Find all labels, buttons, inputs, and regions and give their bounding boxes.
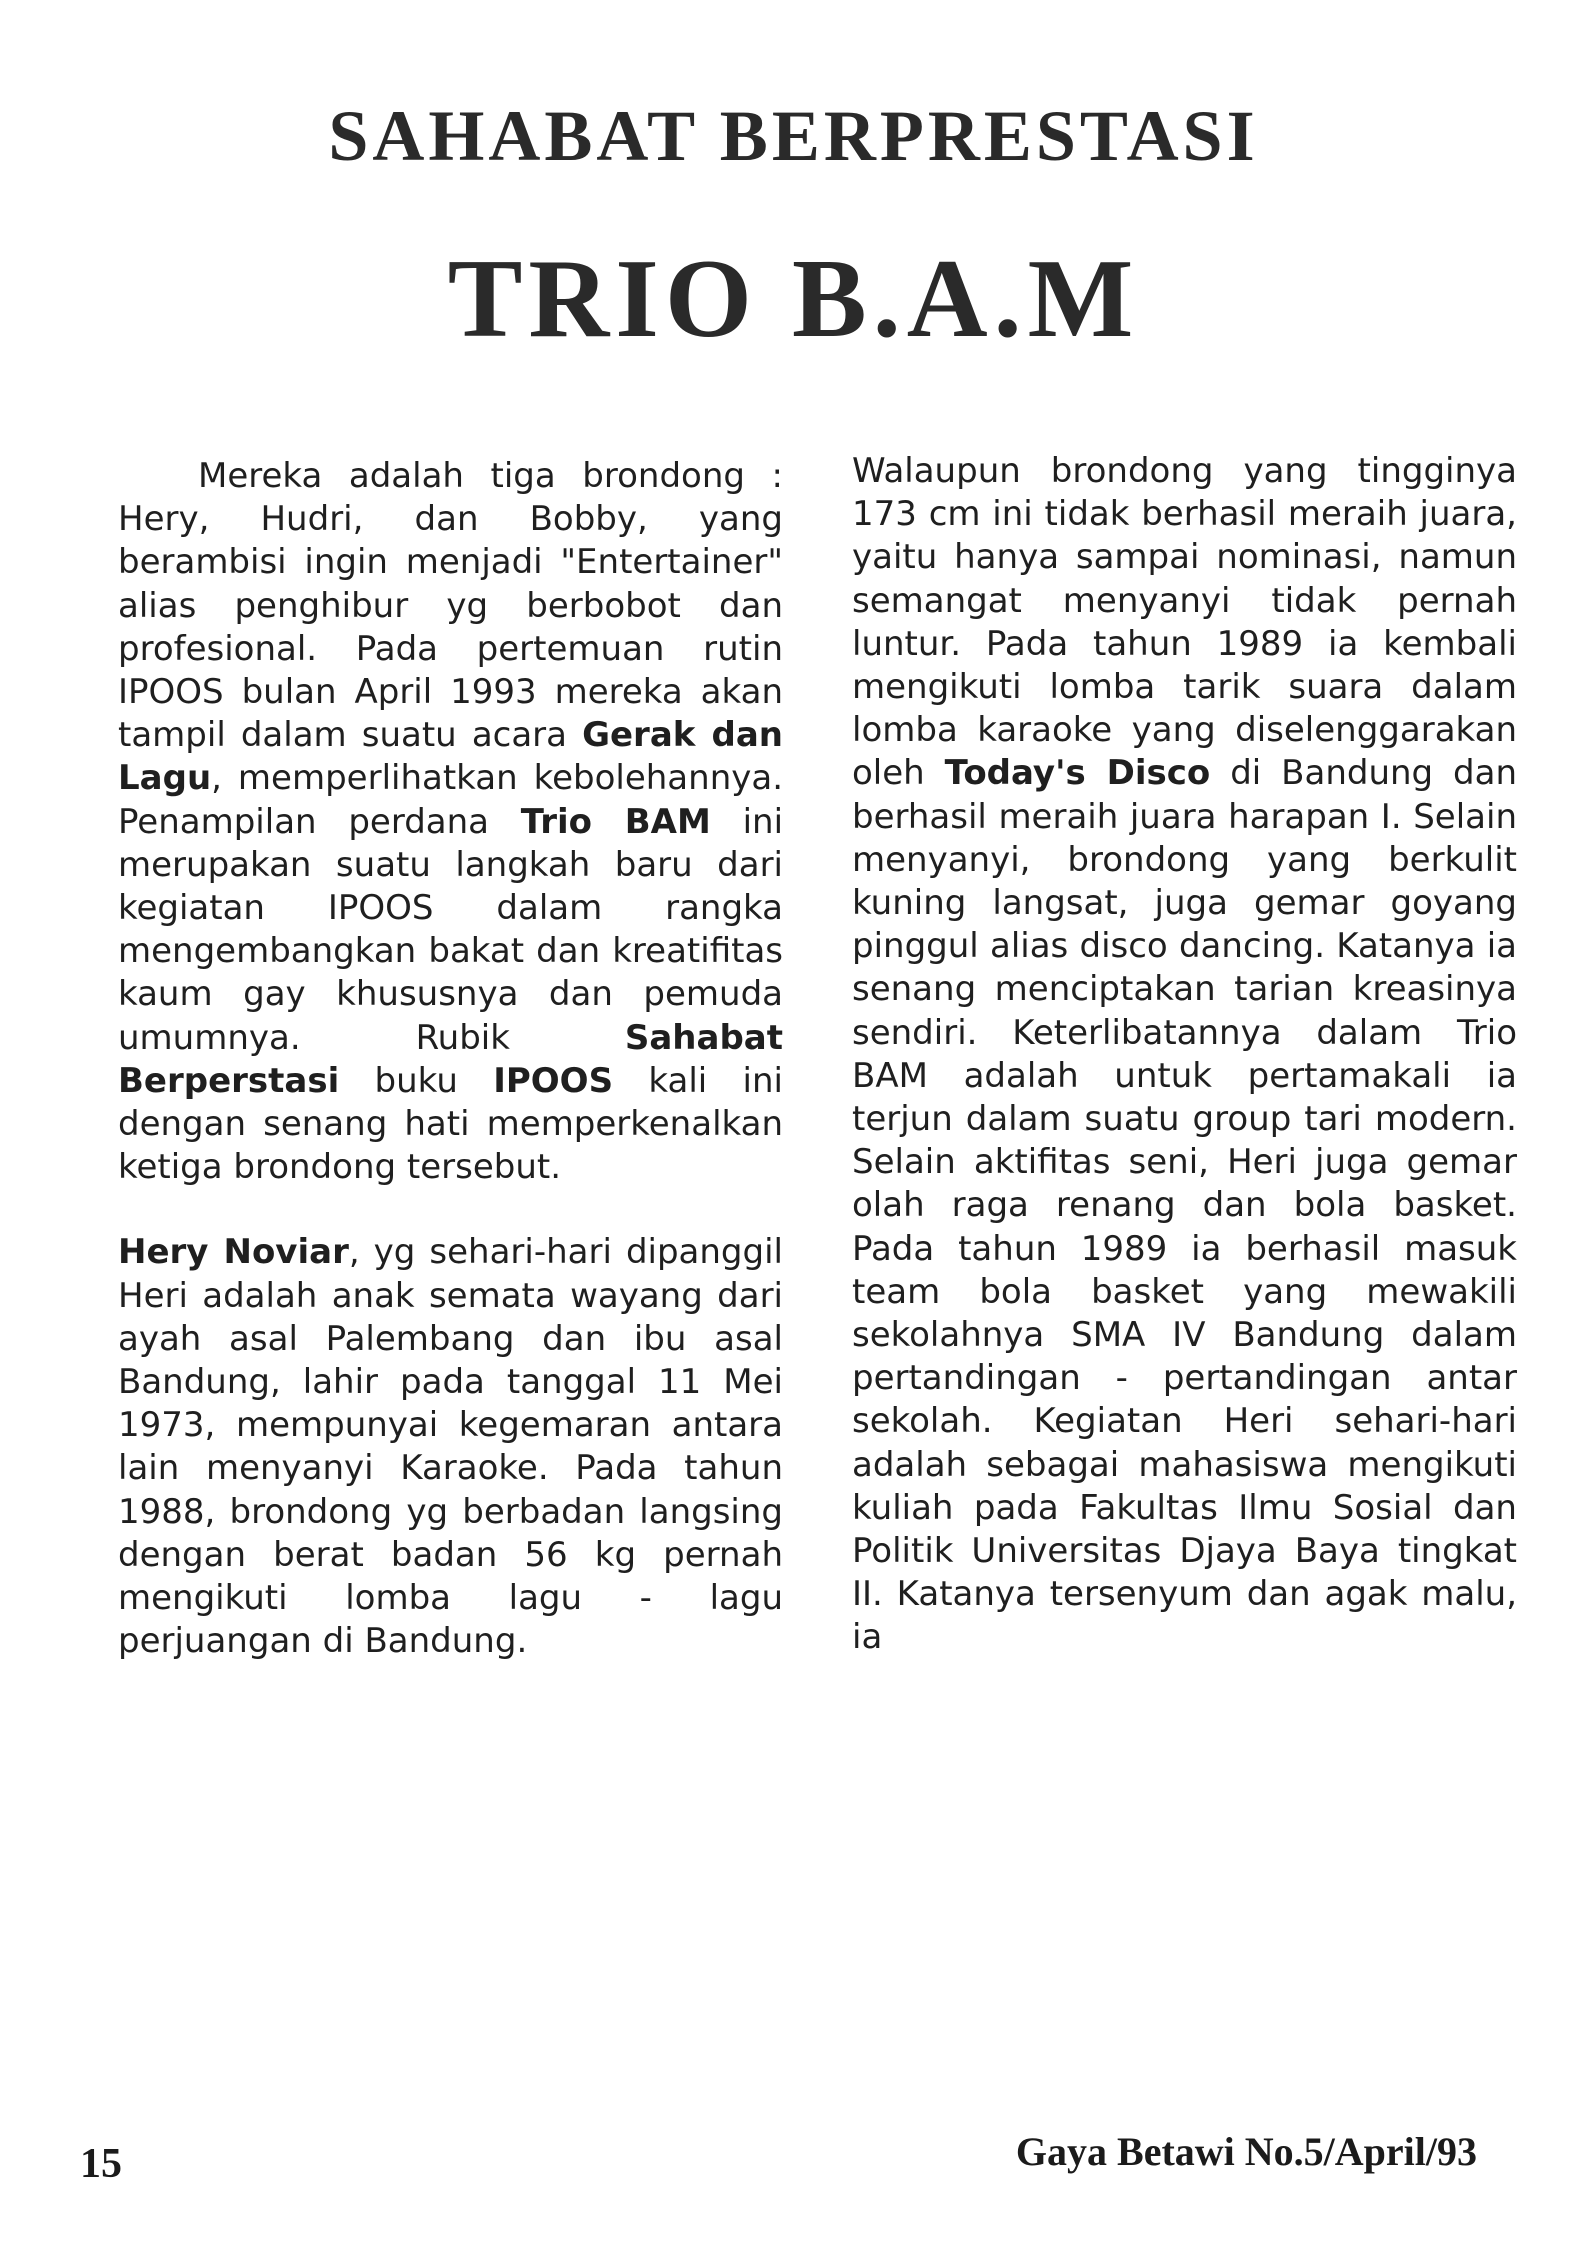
intro-text-5: kali ini dengan senang hati memperkenalkan ketiga brondong tersebut.	[118, 1060, 783, 1188]
publication-info: Gaya Betawi No.5/April/93	[1015, 2129, 1477, 2174]
intro-text-2: , memperlihatkan kebolehannya. Penampilan perdana	[118, 758, 783, 842]
continuation-paragraph	[852, 450, 1517, 1660]
continuation-text-2: di Bandung dan berhasil meraih juara harapan I. Selain menyanyi, brondong yang berkulit kuning langsat, juga gemar goyang pinggul alias disco dancing. Katanya ia senang menciptakan tarian kreasinya sendiri. Keterlibatannya dalam Trio BAM adalah untuk pertamakali ia terjun dalam suatu group tari modern. Selain aktifitas seni, Heri juga gemar olah raga renang dan bola basket. Pada tahun 1989 ia berhasil masuk team bola basket yang mewakili sekolahnya SMA IV Bandung dalam pertandingan - pertandingan antar sekolah. Kegiatan Heri sehari-hari adalah sebagai mahasiswa mengikuti kuliah pada Fakultas Ilmu Sosial dan Politik Universitas Djaya Baya tingkat II. Katanya tersenyum dan agak malu, ia	[852, 753, 1518, 1658]
page-number: 15	[80, 2141, 122, 2187]
book-name: IPOOS	[493, 1060, 614, 1101]
group-name: Trio BAM	[520, 801, 711, 842]
intro-text-3: ini merupakan suatu langkah baru dari kegiatan IPOOS dalam rangka mengembangkan bakat dan kreatifitas kaum gay khususnya dan pemuda umumnya. Rubik	[118, 801, 784, 1058]
right-column	[852, 450, 1517, 1660]
section-kicker: SAHABAT BERPRESTASI	[328, 96, 1259, 176]
venue-name: Today's Disco	[944, 753, 1211, 794]
person-name: Hery Noviar	[118, 1232, 349, 1273]
event-name: Gerak dan Lagu	[118, 715, 783, 799]
hery-text: , yg sehari-hari dipanggil Heri adalah anak semata wayang dari ayah asal Palembang dan ibu asal Bandung, lahir pada tanggal 11 Mei 1973, mempunyai kegemaran antara lain menyanyi Karaoke. Pada tahun 1988, brondong yg berbadan langsing dengan berat badan 56 kg pernah mengikuti lomba lagu - lagu perjuangan di Bandung.	[118, 1232, 783, 1662]
intro-text-4: buku	[339, 1060, 494, 1101]
left-column	[118, 455, 783, 1663]
intro-text-1: Mereka adalah tiga brondong : Hery, Hudri, dan Bobby, yang berambisi ingin menjadi "Entertainer" alias penghibur yg berbobot dan profesional. Pada pertemuan rutin IPOOS bulan April 1993 mereka akan tampil dalam suatu acara	[118, 456, 783, 756]
hery-paragraph	[118, 1231, 783, 1663]
intro-paragraph	[118, 455, 783, 1189]
rubric-name: Sahabat Berperstasi	[118, 1017, 783, 1101]
continuation-text-1: Walaupun brondong yang tingginya 173 cm ini tidak berhasil meraih juara, yaitu hanya sampai nominasi, namun semangat menyanyi tidak pernah luntur. Pada tahun 1989 ia kembali mengikuti lomba tarik suara dalam lomba karaoke yang diselenggarakan oleh	[852, 451, 1517, 794]
article-title: TRIO B.A.M	[447, 237, 1140, 361]
